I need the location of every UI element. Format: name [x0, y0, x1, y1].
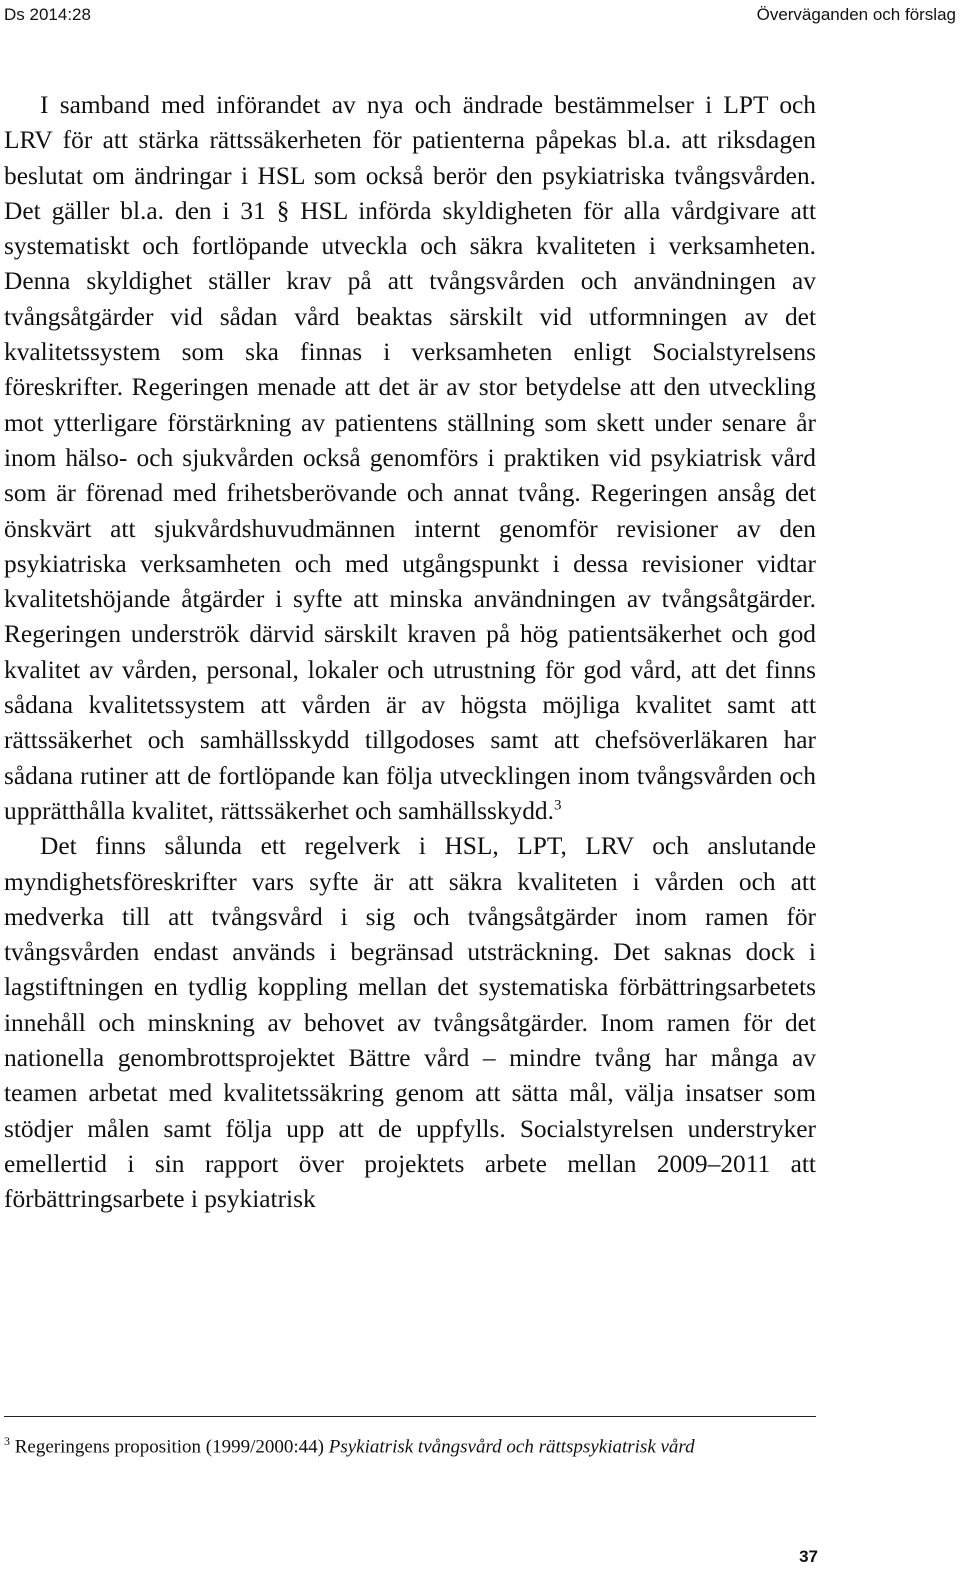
paragraph-2-text: Det finns sålunda ett regelverk i HSL, LPT, LRV och anslutande myndighetsföreskrifter vars syfte är att säkra kvaliteten i vården och att medverka till att tvångsvård i sig och tvångsåtgärder inom ramen för tvångsvården endast används i begränsad utsträckning. Det saknas dock i lagstiftningen en tydlig koppling mellan det systematiska förbättringsarbetets innehåll och minskning av behovet av tvångsåtgärder. Inom ramen för det nationella genombrottsprojektet Bättre vård – mindre tvång har många av teamen arbetat med kvalitetssäkring genom att sätta mål, välja insatser som stödjer målen samt följa upp att de uppfylls. Socialstyrelsen understryker emellertid i sin rapport över projektets arbete mellan 2009–2011 att förbättringsarbete i psykiatrisk [4, 832, 816, 1214]
footnote [4, 1428, 884, 1460]
footnote-text: Regeringens proposition (1999/2000:44) [14, 1436, 324, 1458]
footnote-title: Psykiatrisk tvångsvård och rättspsykiatrisk vård [328, 1436, 695, 1458]
body-text [4, 88, 816, 1218]
paragraph-2 [4, 829, 816, 1217]
footnote-number: 3 [4, 1434, 10, 1448]
document-number: Ds 2014:28 [4, 5, 91, 24]
footnote-divider [4, 1416, 816, 1417]
page-number: 37 [799, 1547, 818, 1566]
running-header [0, 0, 960, 30]
footnote-reference: 3 [553, 797, 562, 814]
paragraph-1-text: I samband med införandet av nya och ändrade bestämmelser i LPT och LRV för att stärka rättssäkerheten för patienterna påpekas bl.a. att riksdagen beslutat om ändringar i HSL som också berör den psykiatriska tvångsvården. Det gäller bl.a. den i 31 § HSL införda skyldigheten för alla vårdgivare att systematiskt och fortlöpande utveckla och säkra kvaliteten i verksamheten. Denna skyldighet ställer krav på att tvångsvården och användningen av tvångsåtgärder vid sådan vård beaktas särskilt vid utformningen av det kvalitetssystem som ska finnas i verksamheten enligt Socialstyrelsens föreskrifter. Regeringen menade att det är av stor betydelse att den utveckling mot ytterligare förstärkning av patientens ställning som skett under senare år inom hälso- och sjukvården också genomförs i praktiken vid psykiatrisk vård som är förenad med frihetsberövande och annat tvång. Regeringen ansåg det önskvärt att sjukvårdshuvudmännen internt genomför revisioner av den psykiatriska verksamheten och med utgångspunkt i dessa revisioner vidtar kvalitetshöjande åtgärder i syfte att minska användningen av tvångsåtgärder. Regeringen underströk därvid särskilt kraven på hög patientsäkerhet och god kvalitet av vården, personal, lokaler och utrustning för god vård, att det finns sådana kvalitetssystem att vården är av högsta möjliga kvalitet samt att rättssäkerhet och samhällsskydd tillgodoses samt att chefsöverläkaren har sådana rutiner att de fortlöpande kan följa utvecklingen inom tvångsvården och upprätthålla kvalitet, rättssäkerhet och samhällsskydd. [4, 91, 816, 825]
section-title: Överväganden och förslag [756, 5, 956, 24]
paragraph-1 [4, 88, 816, 829]
